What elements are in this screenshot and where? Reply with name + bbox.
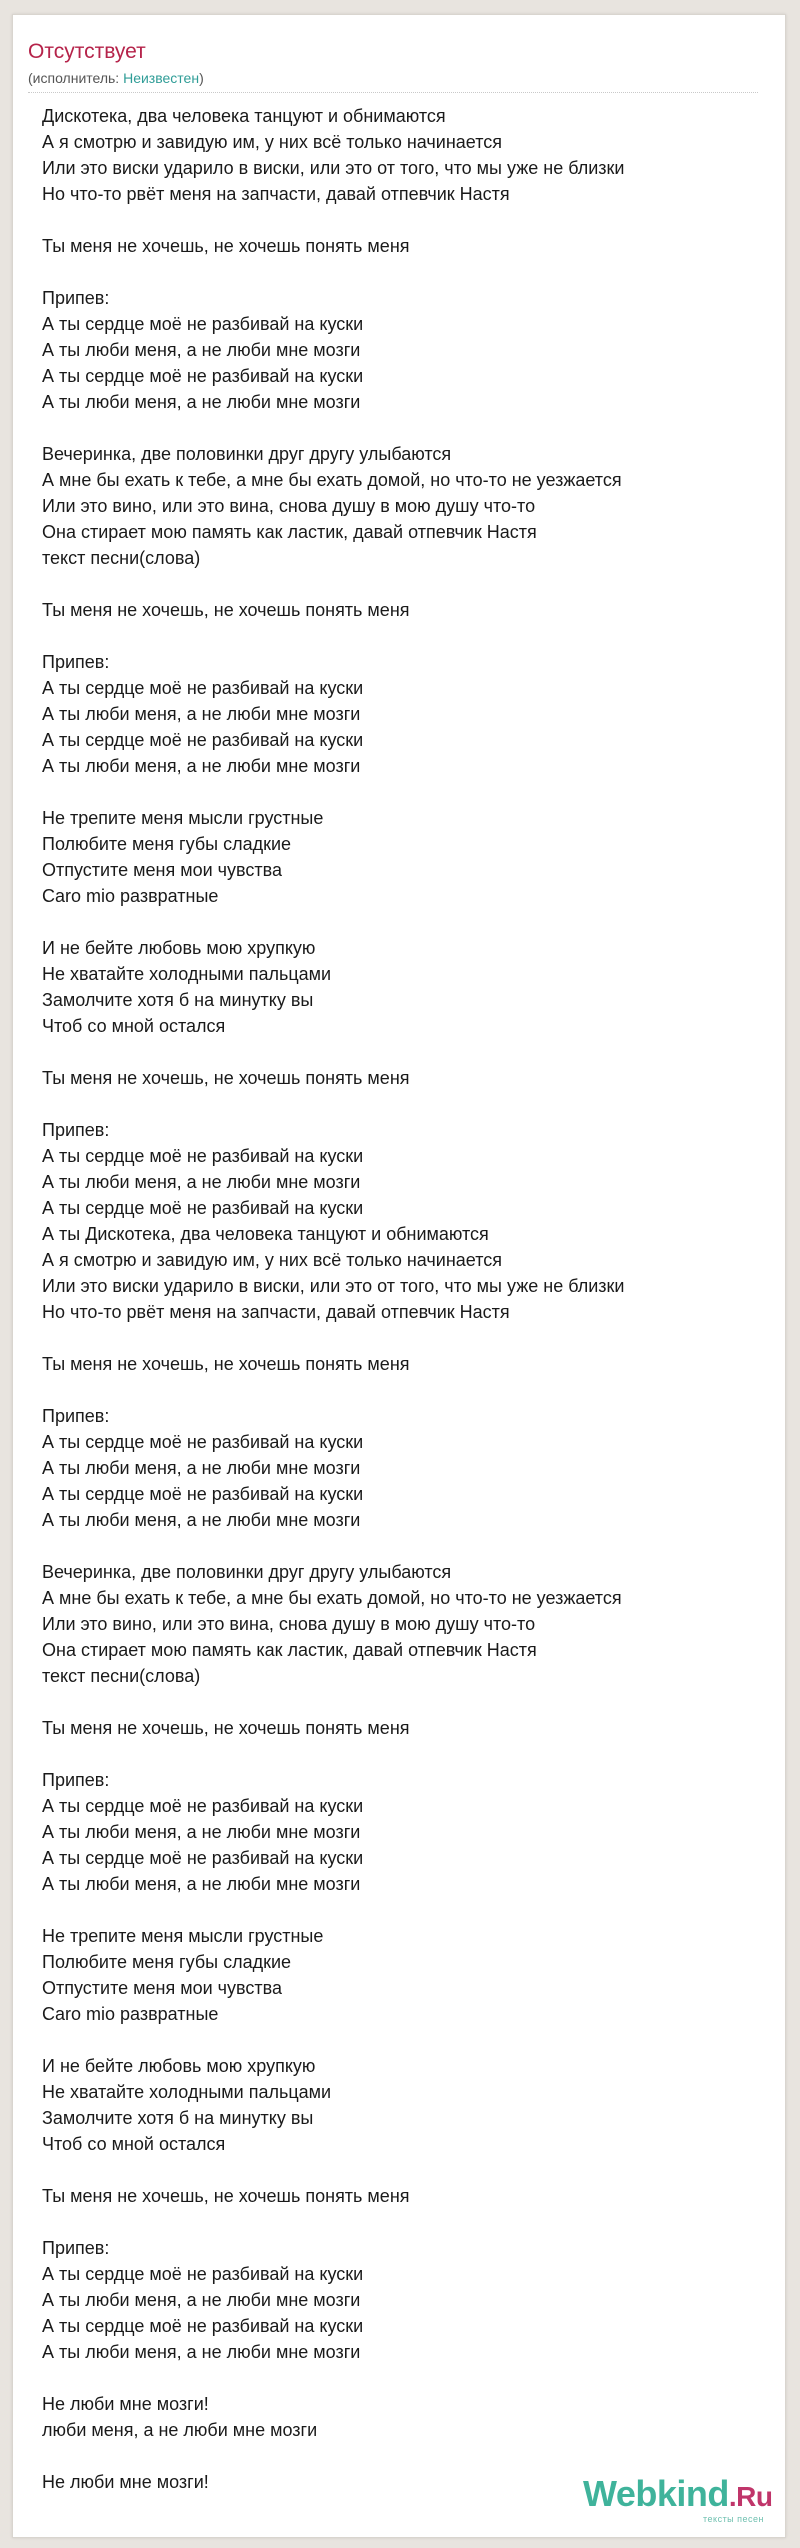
lyric-line: Припев:	[42, 652, 110, 672]
logo-name: Webkind	[583, 2473, 729, 2514]
lyric-line: Замолчите хотя б на минутку вы	[42, 990, 314, 1010]
lyric-line: А ты сердце моё не разбивай на куски	[42, 2264, 364, 2284]
lyric-line: Не люби мне мозги!	[42, 2472, 209, 2492]
blank-line	[42, 623, 762, 649]
lyric-line: А мне бы ехать к тебе, а мне бы ехать домой, но что-то не уезжается	[42, 1588, 622, 1608]
lyric-line: Припев:	[42, 2238, 110, 2258]
lyric-line: А я смотрю и завидую им, у них всё только начинается	[42, 132, 503, 152]
title-divider	[28, 92, 758, 93]
lyric-line: Не хватайте холодными пальцами	[42, 964, 332, 984]
lyric-line: А ты люби меня, а не люби мне мозги	[42, 2290, 361, 2310]
lyric-line: А ты люби меня, а не люби мне мозги	[42, 2342, 361, 2362]
lyric-line: Но что-то рвёт меня на запчасти, давай отпевчик Настя	[42, 184, 510, 204]
lyric-line: Ты меня не хочешь, не хочешь понять меня	[42, 1068, 410, 1088]
lyric-line: Ты меня не хочешь, не хочешь понять меня	[42, 2186, 410, 2206]
lyric-line: Полюбите меня губы сладкие	[42, 1952, 292, 1972]
lyric-line: А ты сердце моё не разбивай на куски	[42, 678, 364, 698]
lyric-line: текст песни(слова)	[42, 548, 201, 568]
blank-line	[42, 259, 762, 285]
blank-line	[42, 2443, 762, 2469]
blank-line	[42, 2027, 762, 2053]
lyric-line: А ты люби меня, а не люби мне мозги	[42, 1874, 361, 1894]
lyric-line: И не бейте любовь мою хрупкую	[42, 938, 316, 958]
lyric-line: Дискотека, два человека танцуют и обнимаются	[42, 106, 446, 126]
lyric-line: А ты люби меня, а не люби мне мозги	[42, 1510, 361, 1530]
lyric-line: Не трепите меня мысли грустные	[42, 1926, 324, 1946]
lyric-line: Припев:	[42, 1406, 110, 1426]
lyric-line: Ты меня не хочешь, не хочешь понять меня	[42, 600, 410, 620]
lyric-line: А ты люби меня, а не люби мне мозги	[42, 392, 361, 412]
blank-line	[42, 1533, 762, 1559]
site-logo[interactable]	[583, 2475, 772, 2516]
lyric-line: А ты люби меня, а не люби мне мозги	[42, 1458, 361, 1478]
lyric-line: А ты сердце моё не разбивай на куски	[42, 314, 364, 334]
lyric-line: А ты сердце моё не разбивай на куски	[42, 1484, 364, 1504]
lyric-line: Но что-то рвёт меня на запчасти, давай отпевчик Настя	[42, 1302, 510, 1322]
lyric-line: Припев:	[42, 1120, 110, 1140]
song-title: Отсутствует	[28, 40, 146, 63]
blank-line	[42, 1689, 762, 1715]
blank-line	[42, 1897, 762, 1923]
performer-line	[28, 70, 204, 86]
lyric-line: Caro mio развратные	[42, 886, 219, 906]
lyric-line: А я смотрю и завидую им, у них всё только начинается	[42, 1250, 503, 1270]
lyric-line: А ты сердце моё не разбивай на куски	[42, 1146, 364, 1166]
lyric-line: Не хватайте холодными пальцами	[42, 2082, 332, 2102]
logo-tagline: тексты песен	[703, 2514, 765, 2524]
blank-line	[42, 1039, 762, 1065]
blank-line	[42, 779, 762, 805]
blank-line	[42, 2365, 762, 2391]
blank-line	[42, 2209, 762, 2235]
blank-line	[42, 207, 762, 233]
blank-line	[42, 909, 762, 935]
lyric-line: текст песни(слова)	[42, 1666, 201, 1686]
lyric-line: Замолчите хотя б на минутку вы	[42, 2108, 314, 2128]
lyric-line: люби меня, а не люби мне мозги	[42, 2420, 318, 2440]
lyric-line: Ты меня не хочешь, не хочешь понять меня	[42, 1718, 410, 1738]
lyric-line: А ты сердце моё не разбивай на куски	[42, 730, 364, 750]
lyric-line: Полюбите меня губы сладкие	[42, 834, 292, 854]
blank-line	[42, 415, 762, 441]
lyric-line: А ты люби меня, а не люби мне мозги	[42, 1172, 361, 1192]
lyric-line: А ты сердце моё не разбивай на куски	[42, 1796, 364, 1816]
blank-line	[42, 1741, 762, 1767]
lyric-line: Отпустите меня мои чувства	[42, 1978, 283, 1998]
lyric-line: Или это вино, или это вина, снова душу в мою душу что-то	[42, 1614, 536, 1634]
lyric-line: А ты сердце моё не разбивай на куски	[42, 366, 364, 386]
lyric-line: Ты меня не хочешь, не хочешь понять меня	[42, 236, 410, 256]
lyric-line: Или это вино, или это вина, снова душу в мою душу что-то	[42, 496, 536, 516]
blank-line	[42, 2157, 762, 2183]
lyric-line: А ты люби меня, а не люби мне мозги	[42, 340, 361, 360]
blank-line	[42, 1091, 762, 1117]
blank-line	[42, 1377, 762, 1403]
lyric-line: А ты сердце моё не разбивай на куски	[42, 1848, 364, 1868]
lyric-line: А ты Дискотека, два человека танцуют и обнимаются	[42, 1224, 489, 1244]
performer-prefix: (исполнитель:	[28, 70, 124, 86]
lyric-line: Вечеринка, две половинки друг другу улыбаются	[42, 444, 452, 464]
lyric-line: И не бейте любовь мою хрупкую	[42, 2056, 316, 2076]
lyric-line: Не люби мне мозги!	[42, 2394, 209, 2414]
lyric-line: Чтоб со мной остался	[42, 2134, 226, 2154]
lyric-line: Вечеринка, две половинки друг другу улыбаются	[42, 1562, 452, 1582]
logo-tld: .Ru	[728, 2481, 773, 2512]
lyric-line: А ты люби меня, а не люби мне мозги	[42, 1822, 361, 1842]
lyric-line: Ты меня не хочешь, не хочешь понять меня	[42, 1354, 410, 1374]
lyrics-text	[42, 103, 762, 2495]
lyric-line: А ты люби меня, а не люби мне мозги	[42, 704, 361, 724]
lyric-line: А ты сердце моё не разбивай на куски	[42, 2316, 364, 2336]
lyric-line: А ты сердце моё не разбивай на куски	[42, 1198, 364, 1218]
lyric-line: Не трепите меня мысли грустные	[42, 808, 324, 828]
lyric-line: Припев:	[42, 288, 110, 308]
lyric-line: А мне бы ехать к тебе, а мне бы ехать домой, но что-то не уезжается	[42, 470, 622, 490]
performer-link[interactable]: Неизвестен	[123, 70, 200, 86]
lyric-line: Она стирает мою память как ластик, давай отпевчик Настя	[42, 1640, 537, 1660]
lyric-line: Или это виски ударило в виски, или это от того, что мы уже не близки	[42, 158, 625, 178]
lyric-line: Чтоб со мной остался	[42, 1016, 226, 1036]
lyric-line: Припев:	[42, 1770, 110, 1790]
lyric-line: Caro mio развратные	[42, 2004, 219, 2024]
blank-line	[42, 571, 762, 597]
lyric-line: Или это виски ударило в виски, или это от того, что мы уже не близки	[42, 1276, 625, 1296]
lyric-line: А ты люби меня, а не люби мне мозги	[42, 756, 361, 776]
blank-line	[42, 1325, 762, 1351]
lyric-line: А ты сердце моё не разбивай на куски	[42, 1432, 364, 1452]
performer-suffix: )	[199, 70, 204, 86]
lyric-line: Отпустите меня мои чувства	[42, 860, 283, 880]
lyric-line: Она стирает мою память как ластик, давай отпевчик Настя	[42, 522, 537, 542]
